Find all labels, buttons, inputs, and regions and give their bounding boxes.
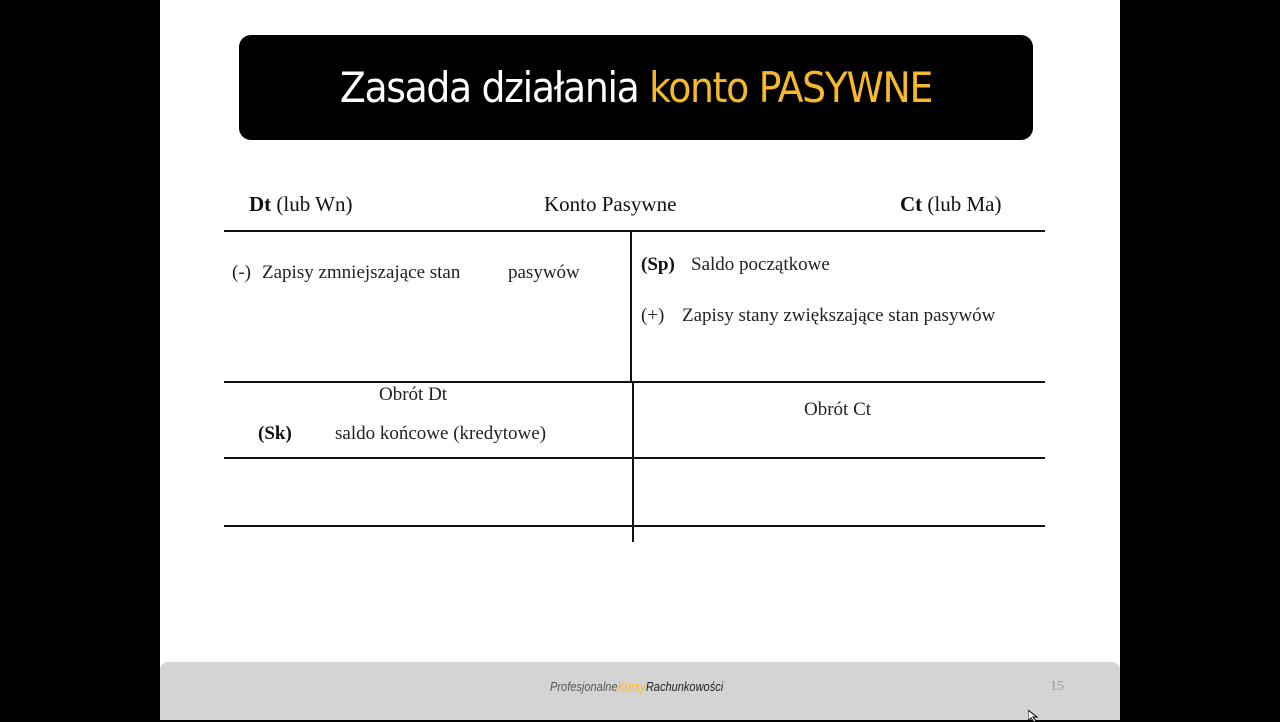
opening-balance-text: Saldo początkowe bbox=[691, 254, 830, 275]
slide-footer bbox=[160, 662, 1120, 720]
footer-brand bbox=[550, 679, 723, 694]
account-name: Konto Pasywne bbox=[544, 192, 677, 216]
debit-entries: Zapisy zmniejszające stan bbox=[262, 262, 461, 283]
debit-header-note: (lub Wn) bbox=[276, 192, 353, 216]
debit-header bbox=[249, 192, 352, 217]
debit-entries-end: pasywów bbox=[508, 262, 580, 283]
opening-balance-label: (Sp) bbox=[641, 254, 675, 275]
t-account-bottom-line bbox=[224, 525, 1045, 527]
footer-brand-suffix: Rachunkowości bbox=[645, 679, 724, 694]
title-banner bbox=[239, 35, 1033, 140]
t-account-divider-lower bbox=[632, 383, 634, 542]
credit-sign: (+) bbox=[641, 305, 665, 326]
t-account-balance-line bbox=[224, 457, 1045, 459]
credit-header-label: Ct bbox=[900, 192, 923, 216]
t-account-turnover-line bbox=[224, 381, 1045, 383]
debit-header-label: Dt bbox=[249, 192, 272, 216]
closing-balance-label: (Sk) bbox=[258, 423, 292, 444]
credit-header-note: (lub Ma) bbox=[927, 192, 1002, 216]
credit-header bbox=[900, 192, 1002, 217]
mouse-cursor-icon bbox=[1028, 710, 1040, 722]
credit-entries: Zapisy stany zwiększające stan pasywów bbox=[682, 305, 996, 326]
title-main: Zasada działania bbox=[339, 63, 639, 112]
credit-turnover: Obrót Ct bbox=[804, 399, 872, 420]
footer-brand-accent: Kursy bbox=[617, 679, 646, 694]
debit-turnover: Obrót Dt bbox=[379, 384, 448, 405]
page-number: 15 bbox=[1050, 679, 1064, 694]
slide bbox=[160, 0, 1120, 720]
debit-sign: (-) bbox=[232, 262, 251, 283]
closing-balance-text: saldo końcowe (kredytowe) bbox=[335, 423, 547, 444]
footer-brand-prefix: Profesjonalne bbox=[550, 679, 618, 694]
slide-title bbox=[340, 63, 932, 112]
t-account-top-line bbox=[224, 230, 1045, 232]
t-account-divider-upper bbox=[630, 232, 632, 383]
title-accent: konto PASYWNE bbox=[649, 63, 933, 112]
